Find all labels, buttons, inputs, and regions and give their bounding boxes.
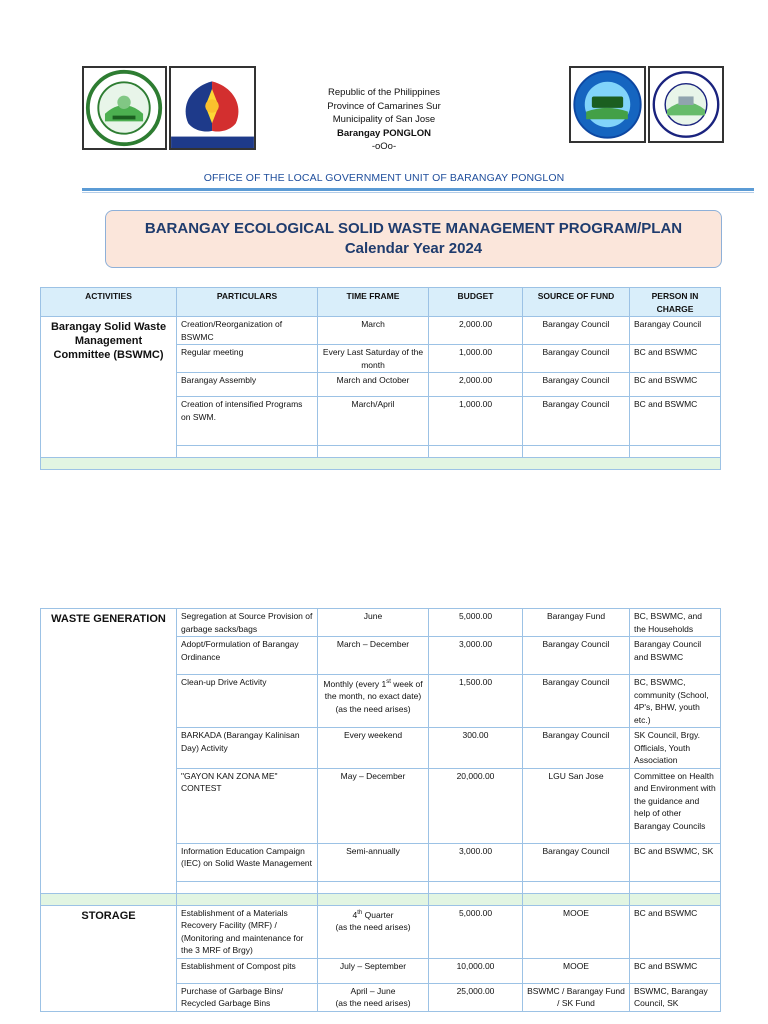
- particulars-cell: Establishment of Compost pits: [177, 958, 318, 983]
- header-divider: [82, 188, 754, 191]
- document-header: [0, 0, 768, 200]
- government-address-block: [284, 86, 484, 154]
- office-heading: OFFICE OF THE LOCAL GOVERNMENT UNIT OF BARANGAY PONGLON: [203, 172, 565, 184]
- particulars-cell: "GAYON KAN ZONA ME" CONTEST: [177, 768, 318, 843]
- person-cell: BC and BSWMC, SK: [630, 843, 721, 881]
- source-cell: Barangay Council: [523, 397, 630, 446]
- person-cell: Committee on Health and Environment with the guidance and help of other Barangay Councils: [630, 768, 721, 843]
- person-cell: SK Council, Brgy. Officials, Youth Association: [630, 728, 721, 769]
- header-ornament: -oOo-: [371, 141, 397, 153]
- time-frame-cell: [318, 905, 429, 958]
- particulars-cell: Creation/Reorganization of BSWMC: [177, 317, 318, 345]
- time-frame-cell: July – September: [318, 958, 429, 983]
- time-frame-cell: March/April: [318, 397, 429, 446]
- budget-cell: 1,500.00: [429, 675, 523, 728]
- column-header: BUDGET: [429, 288, 523, 317]
- person-cell: BSWMC, Barangay Council, SK: [630, 983, 721, 1011]
- section-separator-row: [41, 893, 721, 905]
- ordinal-suffix: th: [357, 909, 363, 916]
- document-title: BARANGAY ECOLOGICAL SOLID WASTE MANAGEMENT PROGRAM/PLAN: [144, 220, 683, 237]
- budget-cell: 300.00: [429, 728, 523, 769]
- person-cell: BC and BSWMC: [630, 397, 721, 446]
- activity-cell: Barangay Solid Waste Management Committee (BSWMC): [41, 317, 177, 458]
- budget-cell: 5,000.00: [429, 905, 523, 958]
- particulars-cell: Establishment of a Materials Recovery Facility (MRF) / (Monitoring and maintenance for the 3 MRF of Brgy): [177, 905, 318, 958]
- particulars-cell: Regular meeting: [177, 345, 318, 373]
- plan-table-bswmc: [40, 287, 721, 470]
- time-frame-cell: March and October: [318, 373, 429, 397]
- budget-cell: 3,000.00: [429, 843, 523, 881]
- gov-line-barangay: Barangay PONGLON: [337, 127, 431, 139]
- budget-cell: 2,000.00: [429, 373, 523, 397]
- column-header: TIME FRAME: [318, 288, 429, 317]
- gov-line-province: Province of Camarines Sur: [327, 100, 441, 112]
- time-frame-text: Quarter: [362, 909, 394, 920]
- source-cell: MOOE: [523, 905, 630, 958]
- table-row: [41, 609, 721, 637]
- time-frame-cell: [318, 675, 429, 728]
- source-cell: Barangay Council: [523, 317, 630, 345]
- table-row: [41, 905, 721, 958]
- particulars-cell: Barangay Assembly: [177, 373, 318, 397]
- particulars-cell: Information Education Campaign (IEC) on Solid Waste Management: [177, 843, 318, 881]
- budget-cell: 1,000.00: [429, 397, 523, 446]
- source-cell: Barangay Council: [523, 373, 630, 397]
- particulars-cell: Creation of intensified Programs on SWM.: [177, 397, 318, 446]
- budget-cell: 20,000.00: [429, 768, 523, 843]
- source-cell: BSWMC / Barangay Fund / SK Fund: [523, 983, 630, 1011]
- gov-line-municipality: Municipality of San Jose: [332, 114, 436, 126]
- column-header: ACTIVITIES: [41, 288, 177, 317]
- budget-cell: 2,000.00: [429, 317, 523, 345]
- time-frame-text: Monthly (every 1: [323, 678, 387, 689]
- section-separator-row: [41, 458, 721, 470]
- document-title-box: [105, 210, 722, 268]
- budget-cell: 1,000.00: [429, 345, 523, 373]
- time-frame-note: (as the need arises): [335, 703, 411, 714]
- particulars-cell: BARKADA (Barangay Kalinisan Day) Activity: [177, 728, 318, 769]
- budget-cell: 3,000.00: [429, 637, 523, 675]
- particulars-cell: Clean-up Drive Activity: [177, 675, 318, 728]
- time-frame-cell: [318, 983, 429, 1011]
- barangay-seal-logo: [82, 66, 167, 150]
- time-frame-cell: May – December: [318, 768, 429, 843]
- person-cell: BC and BSWMC: [630, 905, 721, 958]
- activity-cell: STORAGE: [41, 905, 177, 1011]
- person-cell: BC, BSWMC, community (School, 4P's, BHW, youth etc.): [630, 675, 721, 728]
- time-frame-cell: Every weekend: [318, 728, 429, 769]
- time-frame-cell: Every Last Saturday of the month: [318, 345, 429, 373]
- particulars-cell: Segregation at Source Provision of garbage sacks/bags: [177, 609, 318, 637]
- plan-table-generation-storage: [40, 608, 721, 1012]
- document-subtitle: Calendar Year 2024: [344, 240, 483, 257]
- budget-cell: 5,000.00: [429, 609, 523, 637]
- time-frame-cell: March: [318, 317, 429, 345]
- particulars-cell: Purchase of Garbage Bins/ Recycled Garbage Bins: [177, 983, 318, 1011]
- person-cell: BC and BSWMC: [630, 958, 721, 983]
- column-header: PARTICULARS: [177, 288, 318, 317]
- source-cell: Barangay Council: [523, 728, 630, 769]
- person-cell: BC and BSWMC: [630, 373, 721, 397]
- gov-line-republic: Republic of the Philippines: [328, 87, 440, 98]
- table-row: [41, 317, 721, 345]
- activity-cell: WASTE GENERATION: [41, 609, 177, 894]
- table-header-row: [41, 288, 721, 317]
- budget-cell: 25,000.00: [429, 983, 523, 1011]
- time-frame-note: (as the need arises): [335, 921, 411, 932]
- time-frame-text: 4: [352, 909, 358, 920]
- particulars-cell: Adopt/Formulation of Barangay Ordinance: [177, 637, 318, 675]
- column-header: PERSON IN CHARGE: [630, 288, 721, 317]
- person-cell: Barangay Council: [630, 317, 721, 345]
- source-cell: Barangay Council: [523, 675, 630, 728]
- source-cell: Barangay Council: [523, 345, 630, 373]
- source-cell: Barangay Council: [523, 637, 630, 675]
- source-cell: MOOE: [523, 958, 630, 983]
- menro-seal-logo: [569, 66, 646, 143]
- time-frame-cell: Semi-annually: [318, 843, 429, 881]
- person-cell: BC and BSWMC: [630, 345, 721, 373]
- time-frame-cell: June: [318, 609, 429, 637]
- column-header: SOURCE OF FUND: [523, 288, 630, 317]
- ordinal-suffix: st: [386, 679, 391, 685]
- budget-cell: 10,000.00: [429, 958, 523, 983]
- person-cell: BC, BSWMC, and the Households: [630, 609, 721, 637]
- source-cell: Barangay Council: [523, 843, 630, 881]
- time-frame-cell: March – December: [318, 637, 429, 675]
- san-jose-seal-logo: [648, 66, 724, 143]
- person-cell: Barangay Council and BSWMC: [630, 637, 721, 675]
- time-frame-note: (as the need arises): [335, 998, 411, 1008]
- bagong-pilipinas-logo: [169, 66, 256, 150]
- header-divider-thin: [82, 192, 754, 193]
- time-frame-text: week of the month, no exact date): [324, 678, 423, 702]
- time-frame-text: April – June: [350, 985, 396, 996]
- source-cell: Barangay Fund: [523, 609, 630, 637]
- source-cell: LGU San Jose: [523, 768, 630, 843]
